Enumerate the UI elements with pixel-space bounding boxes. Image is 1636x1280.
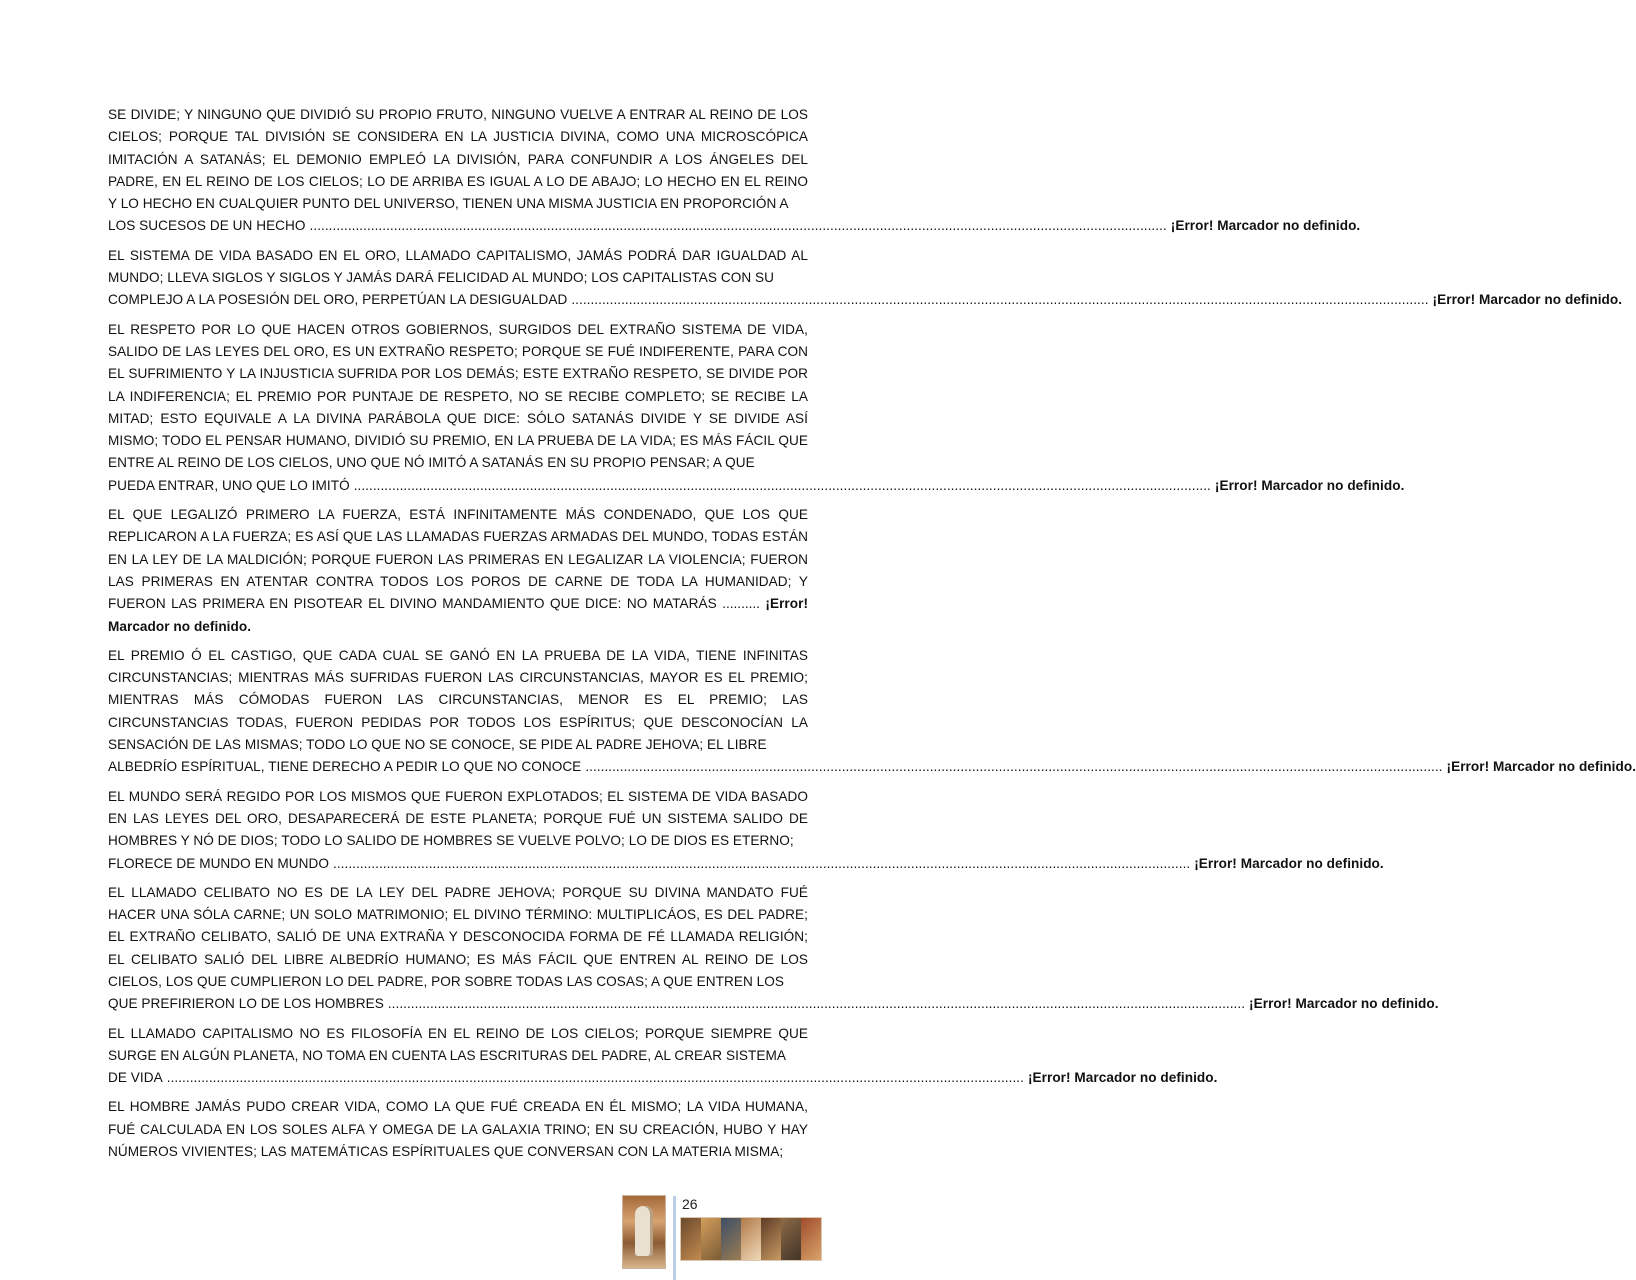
entry-tail-text: LOS SUCESOS DE UN HECHO — [108, 218, 306, 234]
entry-tail-text: COMPLEJO A LA POSESIÓN DEL ORO, PERPETÚAN LA DESIGUALDAD — [108, 292, 568, 308]
collage-tile — [741, 1218, 761, 1260]
entry-tail-line — [108, 756, 1636, 778]
collage-tile — [761, 1218, 781, 1260]
figure-shape — [635, 1206, 653, 1256]
leader-dots: ................................................................................................................................................................................................................................ — [387, 996, 1246, 1012]
leader-dots: ................................................................................................................................................................................................................................ — [353, 477, 1211, 493]
entry-text: EL SISTEMA DE VIDA BASADO EN EL ORO, LLAMADO CAPITALISMO, JAMÁS PODRÁ DAR IGUALDAD AL MUNDO; LLEVA SIGLOS Y SIGLOS Y JAMÁS DARÁ FELICIDAD AL MUNDO; LOS CAPITALISTAS CON SU — [108, 247, 808, 286]
leader-dots: ................................................................................................................................................................................................................................ — [571, 292, 1429, 308]
collage-tile — [681, 1218, 701, 1260]
bookmark-error[interactable]: ¡Error! Marcador no definido. — [1027, 1070, 1218, 1086]
collage-tile — [721, 1218, 741, 1260]
entry-tail-text: ALBEDRÍO ESPÍRITUAL, TIENE DERECHO A PEDIR LO QUE NO CONOCE — [108, 759, 582, 775]
entry-text: EL PREMIO Ó EL CASTIGO, QUE CADA CUAL SE GANÓ EN LA PRUEBA DE LA VIDA, TIENE INFINITAS CIRCUNSTANCIAS; MIENTRAS MÁS SUFRIDAS FUERON LAS CIRCUNSTANCIAS, MAYOR ES EL PREMIO; MIENTRAS MÁS CÓMODAS FUERON LAS CIRCUNSTANCIAS, MENOR ES EL PREMIO; LAS CIRCUNSTANCIAS TODAS, FUERON PEDIDAS POR TODOS LOS ESPÍRITUS; QUE DESCONOCÍAN LA SENSACIÓN DE LAS MISMAS; TODO LO QUE NO SE CONOCE, SE PIDE AL PADRE JEHOVA; EL LIBRE — [108, 647, 808, 753]
entry-tail-line — [108, 1067, 1218, 1089]
entry-text: EL QUE LEGALIZÓ PRIMERO LA FUERZA, ESTÁ INFINITAMENTE MÁS CONDENADO, QUE LOS QUE REPLICARON A LA FUERZA; ES ASÍ QUE LAS LLAMADAS FUERZAS ARMADAS DEL MUNDO, TODAS ESTÁN EN LA LEY DE LA MALDICIÓN; PORQUE FUERON LAS PRIMERAS EN LEGALIZAR LA VIOLENCIA; FUERON LAS PRIMERAS EN ATENTAR CONTRA TODOS LOS POROS DE CARNE DE TODA LA HUMANIDAD; Y FUERON LAS PRIMERA EN PISOTEAR EL DIVINO MANDAMIENTO QUE DICE: NO MATARÁS — [108, 507, 808, 612]
toc-entry-3 — [108, 319, 1405, 497]
entry-tail-line — [108, 215, 1361, 237]
entry-text: EL MUNDO SERÁ REGIDO POR LOS MISMOS QUE FUERON EXPLOTADOS; EL SISTEMA DE VIDA BASADO EN LAS LEYES DEL ORO, DESAPARECERÁ DE ESTE PLANETA; PORQUE FUÉ UN SISTEMA SALIDO DE HOMBRES Y NÓ DE DIOS; TODO LO SALIDO DE HOMBRES SE VUELVE POLVO; LO DE DIOS ES ETERNO; — [108, 788, 808, 849]
footer-collage-image — [680, 1217, 822, 1261]
entry-tail-text: PUEDA ENTRAR, UNO QUE LO IMITÓ — [108, 477, 350, 493]
toc-entry-7 — [108, 882, 1439, 1016]
table-of-contents — [108, 104, 1636, 1170]
entry-tail-text: FLORECE DE MUNDO EN MUNDO — [108, 855, 330, 871]
bookmark-error[interactable]: ¡Error! Marcador no definido. — [1446, 759, 1636, 775]
collage-tile — [781, 1218, 801, 1260]
entry-text: EL RESPETO POR LO QUE HACEN OTROS GOBIERNOS, SURGIDOS DEL EXTRAÑO SISTEMA DE VIDA, SALIDO DE LAS LEYES DEL ORO, ES UN EXTRAÑO RESPETO; PORQUE SE FUÉ INDIFERENTE, PARA CON EL SUFRIMIENTO Y LA INJUSTICIA SUFRIDA POR LOS DEMÁS; ESTE EXTRAÑO RESPETO, SE DIVIDE POR LA INDIFERENCIA; EL PREMIO POR PUNTAJE DE RESPETO, NO SE RECIBE COMPLETO; SE RECIBE LA MITAD; ESTO EQUIVALE A LA DIVINA PARÁBOLA QUE DICE: SÓLO SATANÁS DIVIDE Y SE DIVIDE ASÍ MISMO; TODO EL PENSAR HUMANO, DIVIDIÓ SU PREMIO, EN LA PRUEBA DE LA VIDA; ES MÁS FÁCIL QUE ENTRE AL REINO DE LOS CIELOS, UNO QUE NÓ IMITÓ A SATANÁS EN SU PROPIO PENSAR; A QUE — [108, 321, 808, 471]
bookmark-error[interactable]: ¡Error! Marcador no definido. — [1432, 292, 1623, 308]
footer-divider — [673, 1196, 676, 1280]
leader-dots: ................................................................................................................................................................................................................................ — [333, 855, 1191, 871]
leader-dots: .......... — [722, 596, 760, 612]
entry-tail-line — [108, 475, 1405, 497]
toc-entry-6 — [108, 786, 1384, 875]
entry-tail-line — [108, 993, 1439, 1015]
footer-figure-image — [622, 1195, 666, 1269]
page-number: 26 — [682, 1196, 698, 1212]
entry-tail-text: QUE PREFIRIERON LO DE LOS HOMBRES — [108, 996, 384, 1012]
leader-dots: ................................................................................................................................................................................................................................ — [309, 218, 1167, 234]
entry-text: EL LLAMADO CAPITALISMO NO ES FILOSOFÍA EN EL REINO DE LOS CIELOS; PORQUE SIEMPRE QUE SURGE EN ALGÚN PLANETA, NO TOMA EN CUENTA LAS ESCRITURAS DEL PADRE, AL CREAR SISTEMA — [108, 1025, 808, 1063]
bookmark-error[interactable]: ¡Error! Marcador no definido. — [1214, 477, 1405, 493]
toc-entry-4 — [108, 504, 808, 638]
bookmark-error[interactable]: ¡Error! Marcador no definido. — [108, 596, 809, 634]
toc-entry-9 — [108, 1096, 808, 1163]
leader-dots: ................................................................................................................................................................................................................................ — [585, 759, 1443, 775]
collage-tile — [701, 1218, 721, 1260]
entry-text: EL LLAMADO CELIBATO NO ES DE LA LEY DEL PADRE JEHOVA; PORQUE SU DIVINA MANDATO FUÉ HACER UNA SÓLA CARNE; UN SOLO MATRIMONIO; EL DIVINO TÉRMINO: MULTIPLICÁOS, ES DEL PADRE; EL EXTRAÑO CELIBATO, SALIÓ DE UNA EXTRAÑA Y DESCONOCIDA FORMA DE FÉ LLAMADA RELIGIÓN; EL CELIBATO SALIÓ DEL LIBRE ALBEDRÍO HUMANO; ES MÁS FÁCIL QUE ENTREN AL REINO DE LOS CIELOS, LOS QUE CUMPLIERON LO DEL PADRE, POR SOBRE TODAS LAS COSAS; A QUE ENTREN LOS — [108, 884, 808, 989]
entry-text: SE DIVIDE; Y NINGUNO QUE DIVIDIÓ SU PROPIO FRUTO, NINGUNO VUELVE A ENTRAR AL REINO DE LOS CIELOS; PORQUE TAL DIVISIÓN SE CONSIDERA EN LA JUSTICIA DIVINA, COMO UNA MICROSCÓPICA IMITACIÓN A SATANÁS; EL DEMONIO EMPLEÓ LA DIVISIÓN, PARA CONFUNDIR A LOS ÁNGELES DEL PADRE, EN EL REINO DE LOS CIELOS; LO DE ARRIBA ES IGUAL A LO DE ABAJO; LO HECHO EN EL REINO Y LO HECHO EN CUALQUIER PUNTO DEL UNIVERSO, TIENEN UNA MISMA JUSTICIA EN PROPORCIÓN A — [108, 107, 808, 212]
entry-text: EL HOMBRE JAMÁS PUDO CREAR VIDA, COMO LA QUE FUÉ CREADA EN ÉL MISMO; LA VIDA HUMANA, FUÉ CALCULADA EN LOS SOLES ALFA Y OMEGA DE LA GALAXIA TRINO; EN SU CREACIÓN, HUBO Y HAY NÚMEROS VIVIENTES; LAS MATEMÁTICAS ESPÍRITUALES QUE CONVERSAN CON LA MATERIA MISMA; — [108, 1099, 808, 1160]
bookmark-error[interactable]: ¡Error! Marcador no definido. — [1170, 218, 1361, 234]
bookmark-error[interactable]: ¡Error! Marcador no definido. — [1194, 855, 1384, 871]
entry-tail-line — [108, 289, 1623, 311]
collage-tile — [801, 1218, 821, 1260]
bookmark-error[interactable]: ¡Error! Marcador no definido. — [1249, 996, 1439, 1012]
toc-entry-1 — [108, 104, 1361, 238]
entry-tail-text: DE VIDA — [108, 1070, 163, 1086]
toc-entry-8 — [108, 1023, 1218, 1090]
toc-entry-5 — [108, 645, 1636, 779]
leader-dots: ................................................................................................................................................................................................................................ — [166, 1070, 1024, 1086]
entry-tail-line — [108, 853, 1384, 875]
toc-entry-2 — [108, 245, 1623, 312]
